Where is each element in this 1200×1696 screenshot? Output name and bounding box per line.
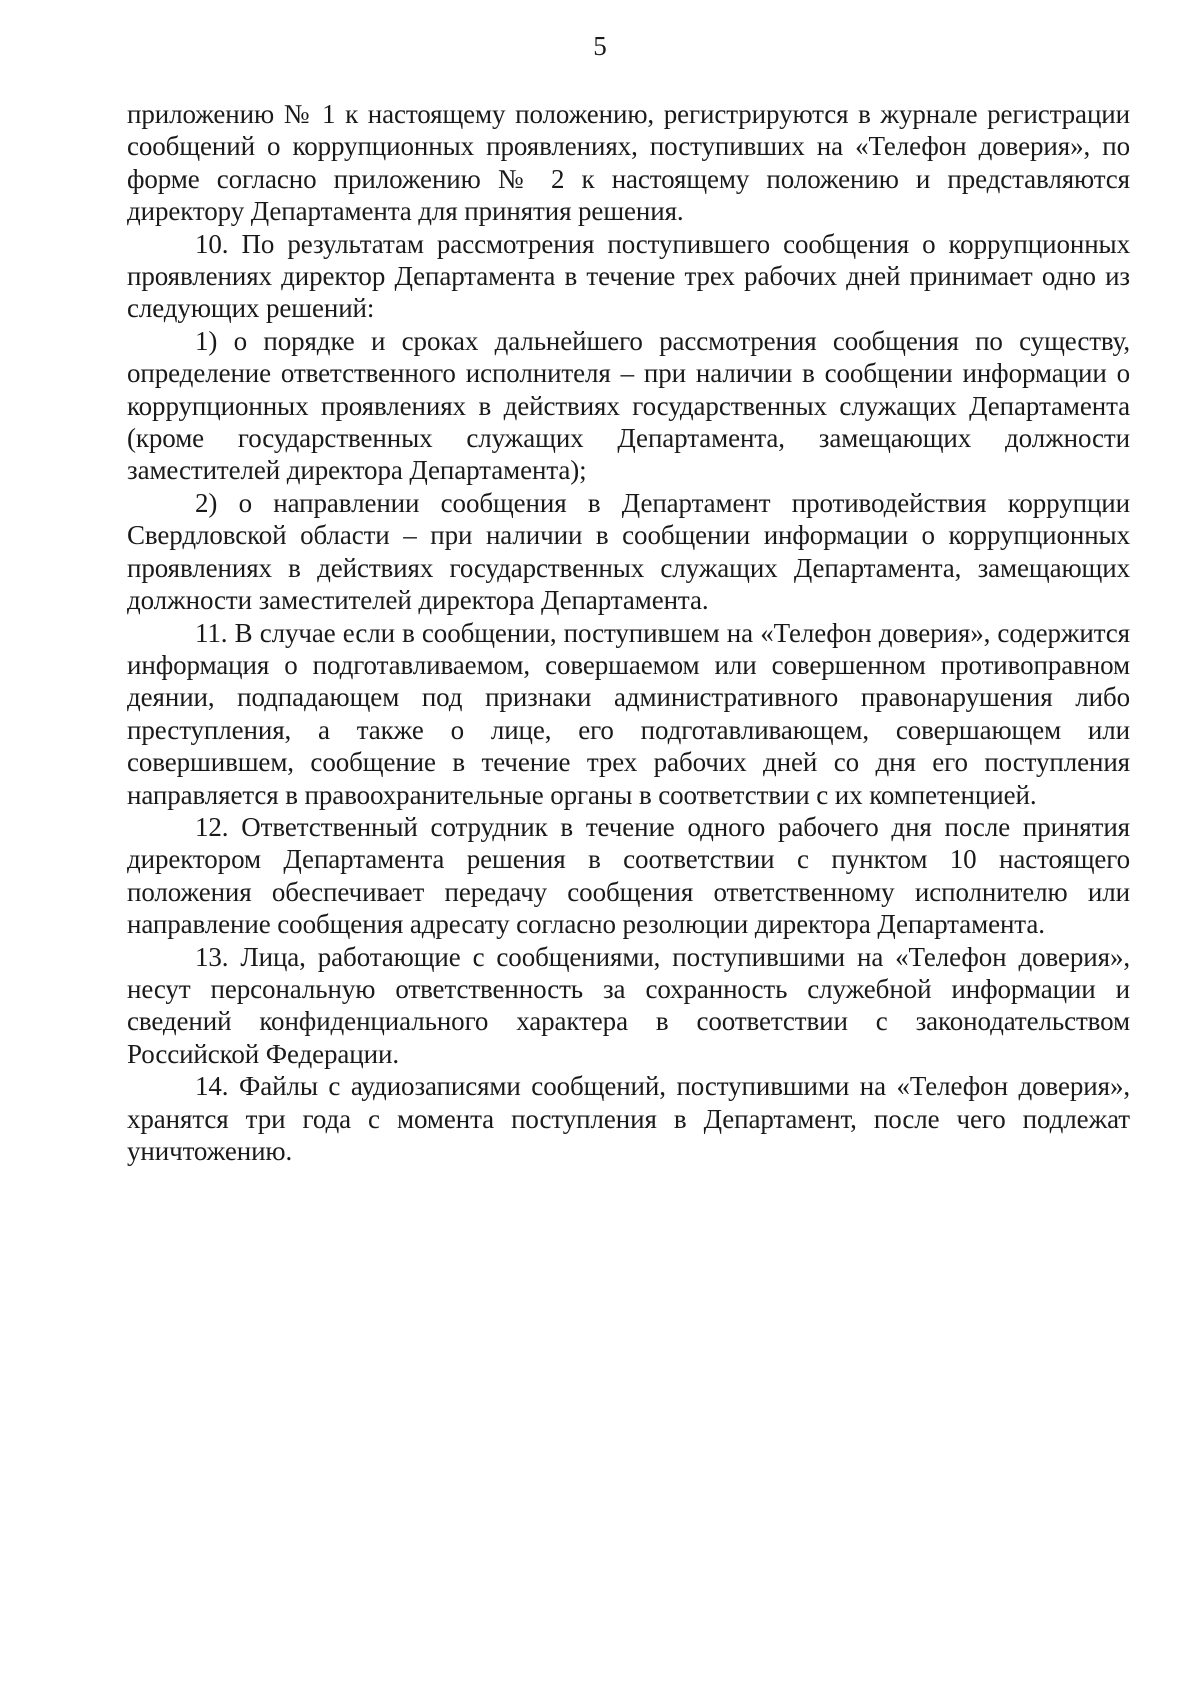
paragraph-item-10: 10. По результатам рассмотрения поступившего сообщения о коррупционных проявлениях директор Департамента в течение трех рабочих дней принимает одно из следующих решений: [127,228,1130,324]
paragraph-subitem-2: 2) о направлении сообщения в Департамент противодействия коррупции Свердловской области – при наличии в сообщении информации о коррупционных проявлениях в действиях государственных служащих Департамента, замещающих должности заместителей директора Департамента. [127,487,1130,616]
paragraph-item-11: 11. В случае если в сообщении, поступившем на «Телефон доверия», содержится информация о подготавливаемом, совершаемом или совершенном противоправном деянии, подпадающем под признаки административного правонарушения либо преступления, а также о лице, его подготавливающем, совершающем или совершившем, сообщение в течение трех рабочих дней со дня его поступления направляется в правоохранительные органы в соответствии с их компетенцией. [127,617,1130,810]
paragraph-item-13: 13. Лица, работающие с сообщениями, поступившими на «Телефон доверия», несут персональную ответственность за сохранность служебной информации и сведений конфиденциального характера в соответствии с законодательством Российской Федерации. [127,941,1130,1069]
paragraph-subitem-1: 1) о порядке и сроках дальнейшего рассмотрения сообщения по существу, определение ответственного исполнителя – при наличии в сообщении информации о коррупционных проявлениях в действиях государственных служащих Департамента (кроме государственных служащих Департамента, замещающих должности заместителей директора Департамента); [127,325,1130,486]
paragraph-continuation: приложению № 1 к настоящему положению, регистрируются в журнале регистрации сообщений о коррупционных проявлениях, поступивших на «Телефон доверия», по форме согласно приложению № 2 к настоящему положению и представляются директору Департамента для принятия решения. [127,99,1130,227]
page-number: 5 [593,31,607,61]
paragraph-item-12: 12. Ответственный сотрудник в течение одного рабочего дня после принятия директором Департамента решения в соответствии с пунктом 10 настоящего положения обеспечивает передачу сообщения ответственному исполнителю или направление сообщения адресату согласно резолюции директора Департамента. [127,811,1130,940]
paragraph-item-14: 14. Файлы с аудиозаписями сообщений, поступившими на «Телефон доверия», хранятся три года с момента поступления в Департамент, после чего подлежат уничтожению. [127,1071,1130,1166]
document-body [127,98,1130,1167]
